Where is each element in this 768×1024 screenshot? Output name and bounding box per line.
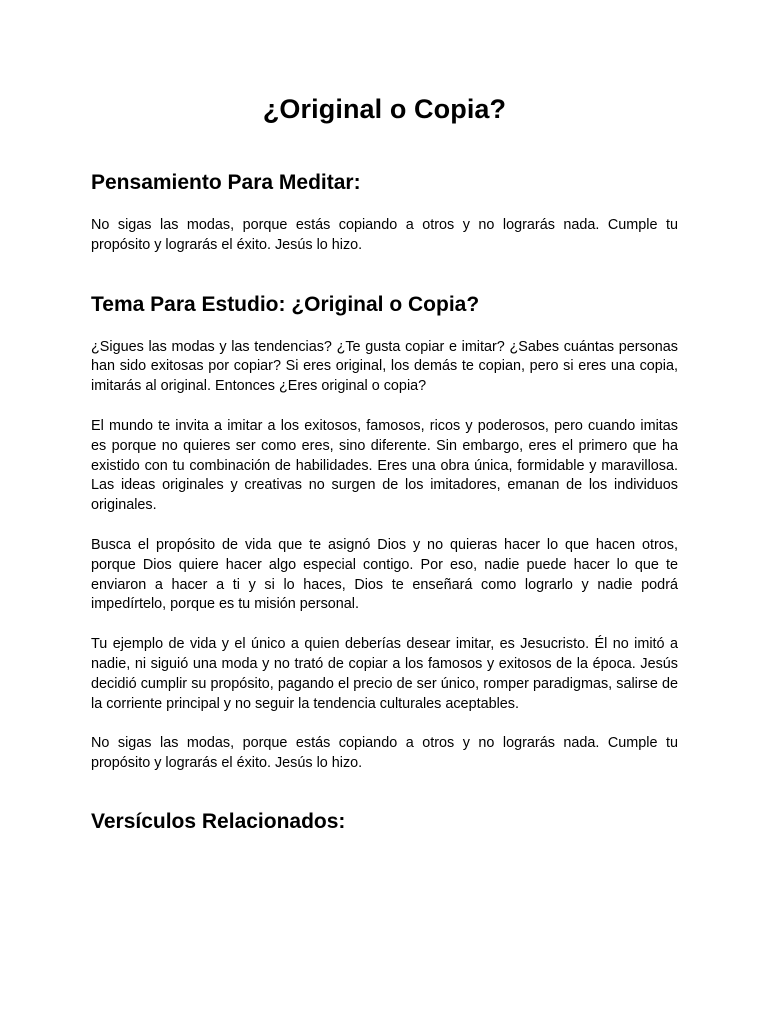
paragraph-tema-3: Busca el propósito de vida que te asignó Dios y no quieras hacer lo que hacen otros, porque Dios quiere hacer algo especial contigo. Por eso, nadie puede hacer lo que te enviaron a hacer a ti y si lo haces, Dios te enseñará como lograrlo y nadie podrá impedírtelo, porque es tu misión personal. — [91, 536, 678, 613]
paragraph-tema-4: Tu ejemplo de vida y el único a quien deberías desear imitar, es Jesucristo. Él no imitó a nadie, ni siguió una moda y no trató de copiar a los famosos y exitosos de la época. Jesús decidió cumplir su propósito, pagando el precio de ser único, romper paradigmas, salirse de la corriente principal y no seguir la tendencia culturales aceptables. — [91, 636, 678, 712]
paragraph-tema-5: No sigas las modas, porque estás copiando a otros y no lograrás nada. Cumple tu propósito y lograrás el éxito. Jesús lo hizo. — [91, 735, 678, 772]
paragraph-tema-1: ¿Sigues las modas y las tendencias? ¿Te gusta copiar e imitar? ¿Sabes cuántas personas han sido exitosas por copiar? Si eres original, los demás te copian, pero si eres una copia, imitarás al original. Entonces ¿Eres original o copia? — [91, 338, 678, 395]
section-heading-versiculos: Versículos Relacionados: — [91, 809, 346, 833]
paragraph-pensamiento: No sigas las modas, porque estás copiando a otros y no lograrás nada. Cumple tu propósito y lograrás el éxito. Jesús lo hizo. — [91, 217, 678, 253]
document-title: ¿Original o Copia? — [262, 94, 507, 124]
paragraph-tema-2: El mundo te invita a imitar a los exitosos, famosos, ricos y poderosos, pero cuando imitas es porque no quieres ser como eres, sino diferente. Sin embargo, eres el primero que ha existido con tu combinación de habilidades. Eres una obra única, formidable y maravillosa. Las ideas originales y creativas no surgen de los imitadores, emanan de los individuos originales. — [91, 417, 678, 514]
section-heading-pensamiento: Pensamiento Para Meditar: — [91, 171, 361, 194]
section-heading-tema: Tema Para Estudio: ¿Original o Copia? — [91, 292, 480, 316]
